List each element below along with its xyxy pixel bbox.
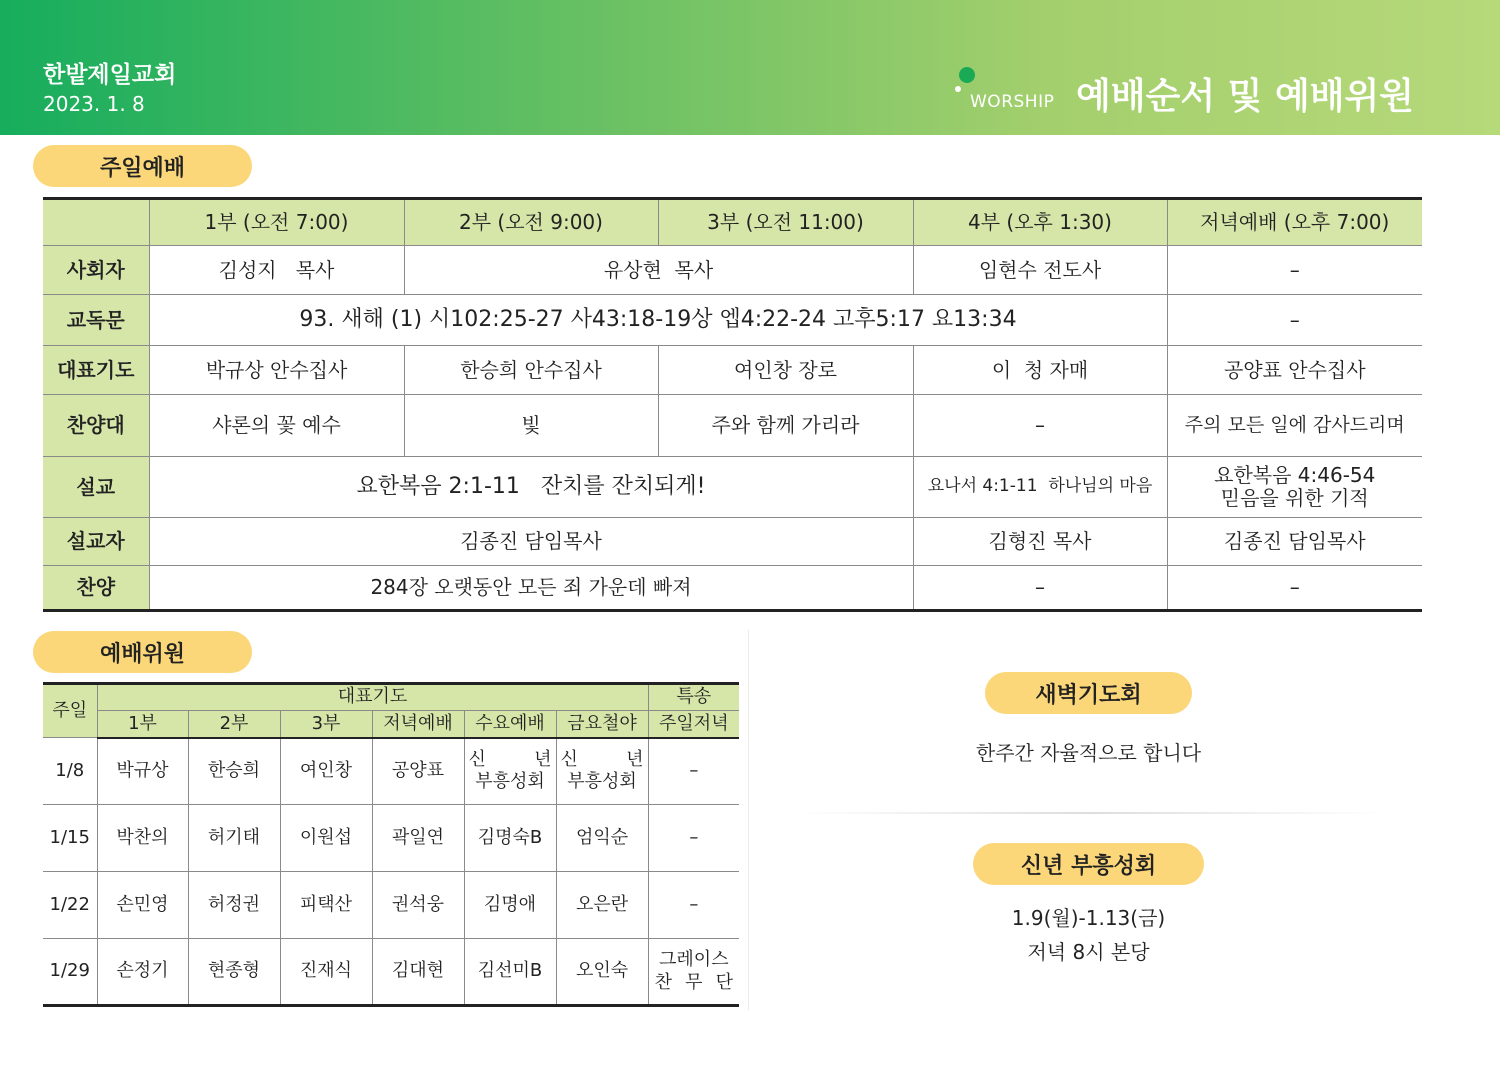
- row-label-leader: 사회자: [43, 246, 149, 295]
- duty-cell: 박규상: [97, 738, 188, 805]
- duty-col-sunday-evening: 주일저녁: [648, 711, 739, 738]
- col-header-part4: 4부 (오후 1:30): [913, 199, 1167, 246]
- duty-cell: 김명애: [464, 872, 556, 939]
- duty-cell: [464, 738, 556, 805]
- week-cell: 1/22: [43, 872, 97, 939]
- duty-text: 부흥성회: [567, 771, 637, 793]
- row-label-preacher: 설교자: [43, 518, 149, 566]
- corner-cell: [43, 199, 149, 246]
- choir-part2: 빛: [404, 395, 658, 457]
- sermon-evening-title: 믿음을 위한 기적: [1220, 486, 1369, 510]
- vertical-divider: [748, 630, 749, 1010]
- sermon-part4: 요나서 4:1-11 하나님의 마음: [913, 457, 1167, 518]
- reading-evening: –: [1167, 295, 1422, 346]
- leader-part1: 김성지 목사: [149, 246, 404, 295]
- duty-text: 그레이스: [659, 949, 729, 970]
- dawn-prayer-heading: 새벽기도회: [985, 672, 1192, 714]
- duty-cell: 진재식: [280, 939, 372, 1006]
- special-group-header: 특송: [648, 684, 739, 711]
- week-header: 주일: [43, 684, 97, 738]
- duty-text: 신: [468, 748, 486, 770]
- duty-text: 무: [685, 971, 703, 993]
- duty-text: 신: [560, 748, 578, 770]
- choir-part1: 샤론의 꽃 예수: [149, 395, 404, 457]
- revival-dates: 1.9(월)-1.13(금): [1011, 906, 1166, 930]
- duty-text: 부흥성회: [475, 771, 545, 793]
- hymn-main: 284장 오랫동안 모든 죄 가운데 빠져: [149, 566, 913, 611]
- duty-col-friday: 금요철야: [556, 711, 648, 738]
- prayer-part3: 여인창 장로: [658, 346, 913, 395]
- table-row: [43, 738, 739, 805]
- week-cell: 1/8: [43, 738, 97, 805]
- bulletin-date: 2023. 1. 8: [43, 92, 145, 116]
- week-cell: 1/29: [43, 939, 97, 1006]
- choir-part4: –: [913, 395, 1167, 457]
- duty-cell: 공양표: [372, 738, 464, 805]
- prayer-part2: 한승희 안수집사: [404, 346, 658, 395]
- sermon-main: 요한복음 2:1-11 잔치를 잔치되게!: [149, 457, 913, 518]
- duty-cell: 김명숙B: [464, 805, 556, 872]
- row-label-choir: 찬양대: [43, 395, 149, 457]
- duty-cell: 허정권: [188, 872, 280, 939]
- leader-part4: 임현수 전도사: [913, 246, 1167, 295]
- row-label-hymn: 찬양: [43, 566, 149, 611]
- duty-col-part2: 2부: [188, 711, 280, 738]
- preacher-evening: 김종진 담임목사: [1167, 518, 1422, 566]
- duty-cell: 권석웅: [372, 872, 464, 939]
- table-row: [43, 805, 739, 872]
- duty-cell: 현종형: [188, 939, 280, 1006]
- committee-heading: 예배위원: [33, 631, 252, 673]
- white-dot-icon: [955, 86, 961, 92]
- col-header-evening: 저녁예배 (오후 7:00): [1167, 199, 1422, 246]
- prayer-evening: 공양표 안수집사: [1167, 346, 1422, 395]
- duty-cell: –: [648, 738, 739, 805]
- duty-cell: 김선미B: [464, 939, 556, 1006]
- duty-cell: 이원섭: [280, 805, 372, 872]
- duty-cell: 허기태: [188, 805, 280, 872]
- col-header-part2: 2부 (오전 9:00): [404, 199, 658, 246]
- duty-cell: 피택산: [280, 872, 372, 939]
- page-title: 예배순서 및 예배위원: [1076, 76, 1415, 117]
- green-dot-icon: [959, 67, 975, 83]
- row-label-reading: 교독문: [43, 295, 149, 346]
- duty-cell: 여인창: [280, 738, 372, 805]
- sermon-evening: [1167, 457, 1422, 518]
- duty-cell: 엄익순: [556, 805, 648, 872]
- church-name: 한밭제일교회: [43, 62, 177, 88]
- duty-cell: 오인숙: [556, 939, 648, 1006]
- duty-text: 단: [715, 971, 734, 993]
- preacher-part4: 김형진 목사: [913, 518, 1167, 566]
- worship-label: WORSHIP: [970, 92, 1055, 112]
- revival-time: 저녁 8시 본당: [1027, 940, 1150, 964]
- table-row: [43, 872, 739, 939]
- duty-text: 찬: [654, 971, 672, 993]
- duty-cell: [648, 939, 739, 1006]
- committee-table: [43, 682, 739, 1007]
- page-header: [0, 0, 1500, 135]
- prayer-group-header: 대표기도: [97, 684, 648, 711]
- duty-cell: 한승희: [188, 738, 280, 805]
- duty-cell: 손민영: [97, 872, 188, 939]
- duty-col-part1: 1부: [97, 711, 188, 738]
- choir-part3: 주와 함께 가리라: [658, 395, 913, 457]
- duty-col-part3: 3부: [280, 711, 372, 738]
- reading-main: 93. 새해 (1) 시102:25-27 사43:18-19상 엡4:22-24 고후5:17 요13:34: [149, 295, 1167, 346]
- horizontal-divider: [795, 812, 1385, 814]
- duty-cell: –: [648, 872, 739, 939]
- duty-text: 년: [534, 748, 552, 770]
- duty-cell: 손정기: [97, 939, 188, 1006]
- sunday-service-table: [43, 197, 1422, 612]
- prayer-part1: 박규상 안수집사: [149, 346, 404, 395]
- table-row: [43, 939, 739, 1006]
- col-header-part1: 1부 (오전 7:00): [149, 199, 404, 246]
- sermon-evening-passage: 요한복음 4:46-54: [1214, 463, 1376, 487]
- prayer-part4: 이 청 자매: [913, 346, 1167, 395]
- leader-part23: 유상현 목사: [404, 246, 913, 295]
- duty-text: 년: [626, 748, 644, 770]
- revival-heading: 신년 부흥성회: [973, 843, 1204, 885]
- choir-evening: 주의 모든 일에 감사드리며: [1167, 395, 1422, 457]
- hymn-evening: –: [1167, 566, 1422, 611]
- week-cell: 1/15: [43, 805, 97, 872]
- duty-cell: [556, 738, 648, 805]
- hymn-part4: –: [913, 566, 1167, 611]
- duty-cell: 오은란: [556, 872, 648, 939]
- duty-cell: 곽일연: [372, 805, 464, 872]
- duty-cell: –: [648, 805, 739, 872]
- leader-evening: –: [1167, 246, 1422, 295]
- row-label-sermon: 설교: [43, 457, 149, 518]
- preacher-main: 김종진 담임목사: [149, 518, 913, 566]
- row-label-prayer: 대표기도: [43, 346, 149, 395]
- duty-cell: 박찬의: [97, 805, 188, 872]
- duty-cell: 김대현: [372, 939, 464, 1006]
- duty-col-evening: 저녁예배: [372, 711, 464, 738]
- sunday-service-heading: 주일예배: [33, 145, 252, 187]
- dawn-prayer-text: 한주간 자율적으로 합니다: [975, 741, 1202, 765]
- col-header-part3: 3부 (오전 11:00): [658, 199, 913, 246]
- duty-col-wednesday: 수요예배: [464, 711, 556, 738]
